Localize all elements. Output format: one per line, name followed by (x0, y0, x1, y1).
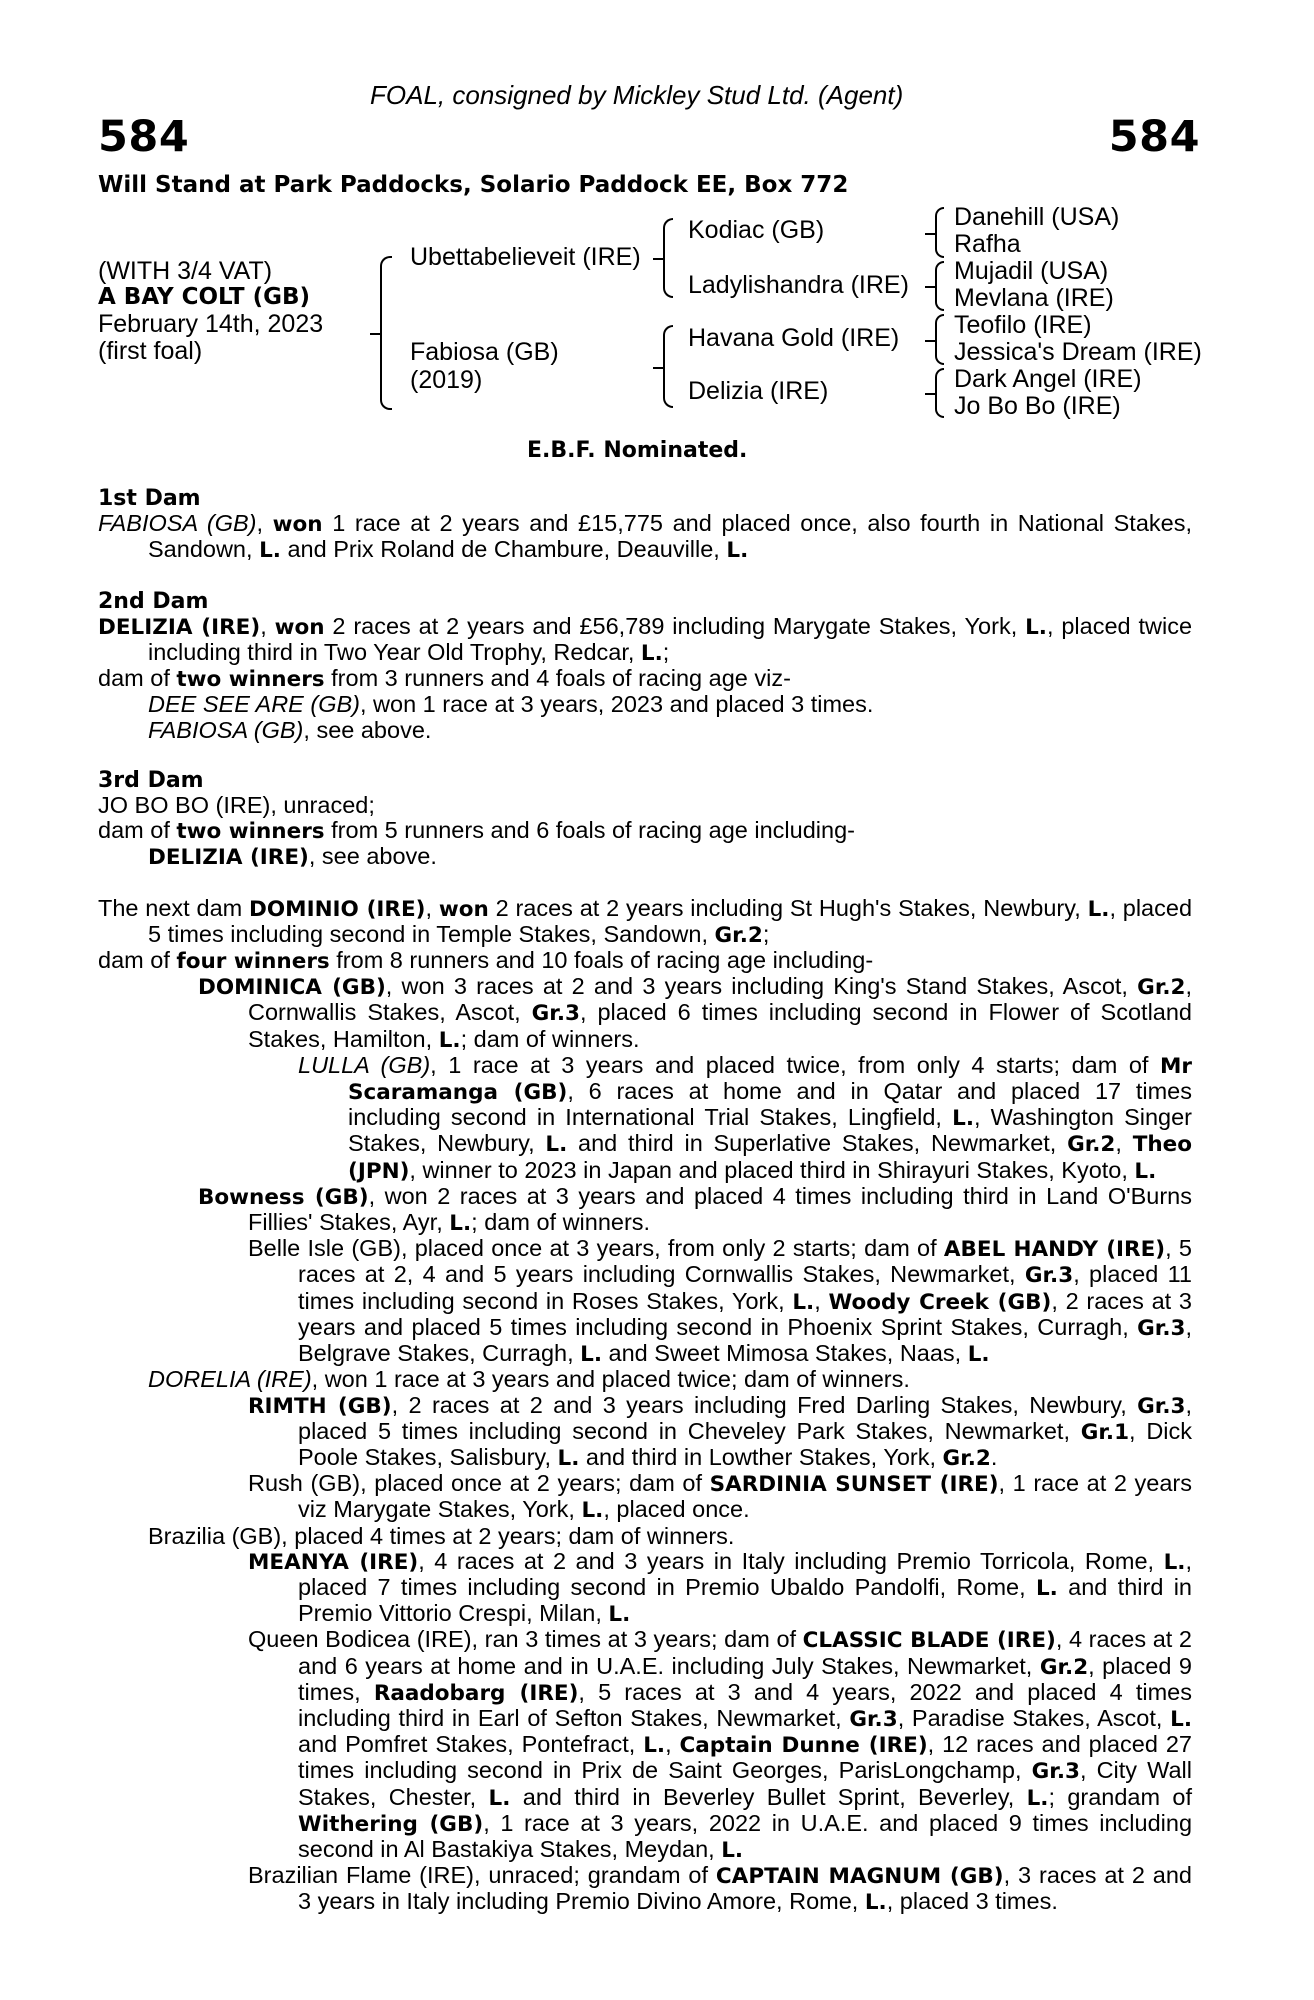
horse-name: MEANYA (IRE) (248, 1549, 419, 1575)
entry-text: , (425, 894, 439, 921)
horse-name: CAPTAIN MAGNUM (GB) (715, 1864, 1004, 1890)
entry-text: ; grandam of (1048, 1783, 1192, 1810)
entry-text: ; (762, 920, 770, 947)
entry-text: , see above. (303, 716, 432, 743)
brace-dam (663, 325, 673, 408)
vat-note: (WITH 3/4 VAT) (98, 257, 273, 285)
horse-name: DEE SEE ARE (GB) (148, 691, 360, 718)
brace-g4 (935, 368, 944, 418)
horse-name: DOMINICA (GB) (198, 975, 386, 1001)
horse-name: Withering (GB) (298, 1811, 484, 1837)
grandsire-2: Mujadil (USA) (954, 257, 1109, 285)
listed-race-marker: L. (726, 538, 749, 564)
next-dam-entry (98, 896, 1192, 948)
entry-text: , (665, 1731, 680, 1758)
group-race-marker: Gr.2 (1137, 975, 1186, 1001)
dam-sire: Havana Gold (IRE) (688, 324, 900, 352)
entry-text: , 5 races at 3 and 4 years, 2022 and placed 4 times including third in Earl of Sefton Stakes, Newmarket, (298, 1678, 1192, 1731)
granddam-2: Mevlana (IRE) (954, 284, 1114, 312)
dam: Fabiosa (GB) (410, 338, 559, 366)
first-foal-note: (first foal) (98, 337, 203, 365)
produce-entry (98, 1393, 1192, 1472)
entry-text: , placed 5 times including second in Temple Stakes, Sandown, (148, 894, 1193, 947)
entry-text: , placed 11 times including second in Roses Stakes, York, (298, 1261, 1192, 1314)
entry-text: , Washington Singer Stakes, Newbury, (348, 1104, 1192, 1157)
entry-text: , 12 races and placed 27 times including second in Prix de Saint Georges, ParisLongchamp, (298, 1731, 1192, 1784)
horse-name: Mr Scaramanga (GB) (348, 1053, 1192, 1106)
won-text: won (274, 614, 325, 640)
horse-name: Theo (JPN) (348, 1132, 1193, 1184)
entry-text: Brazilian Flame (IRE), unraced; grandam of (248, 1862, 716, 1889)
group-race-marker: Gr.3 (1031, 1759, 1080, 1785)
granddam-1: Rafha (954, 230, 1021, 258)
group-race-marker: Gr.1 (1080, 1419, 1130, 1445)
entry-text: 1 race at 2 years and £15,775 and placed once, also fourth in National Stakes, Sandown, (148, 510, 1192, 563)
brace-sire (663, 218, 673, 298)
entry-text: , 6 races at home and in Qatar and placed 17 times including second in International Trial Stakes, Lingfield, (348, 1078, 1193, 1131)
entry-text: Queen Bodicea (IRE), ran 3 times at 3 years; dam of (248, 1626, 803, 1653)
dam-year: (2019) (410, 366, 483, 394)
dam-dam: Delizia (IRE) (688, 377, 829, 405)
horse-name: Captain Dunne (IRE) (679, 1733, 928, 1759)
entry-text: , placed 5 times including second in Cheveley Park Stakes, Newmarket, (298, 1391, 1192, 1444)
entry-text: , 1 race at 2 years viz Marygate Stakes, York, (298, 1470, 1192, 1523)
grandsire-1: Danehill (USA) (954, 203, 1120, 231)
entry-text: . (990, 1443, 998, 1470)
entry-text: and third in Beverley Bullet Sprint, Beverley, (510, 1783, 1027, 1810)
entry-text: and Sweet Mimosa Stakes, Naas, (602, 1340, 968, 1367)
entry-text: , Cornwallis Stakes, Ascot, (248, 973, 1193, 1026)
produce-entry (98, 1367, 1192, 1392)
entry-text: , 1 race at 3 years and placed twice, from only 4 starts; dam of (430, 1051, 1160, 1078)
sire-sire: Kodiac (GB) (688, 216, 825, 244)
entry-text: Rush (GB), placed once at 2 years; dam of (248, 1470, 710, 1497)
horse-name: Raadobarg (IRE) (373, 1680, 579, 1706)
listed-race-marker: L. (864, 1890, 887, 1916)
granddam-3: Jessica's Dream (IRE) (954, 338, 1202, 366)
entry-text: , 4 races at 2 and 6 years at home and in U.A.E. including July Stakes, Newmarket, (298, 1626, 1192, 1679)
first-dam-entry: FABIOSA (GB), won 1 race at 2 years and £15,775 and placed once, also fourth in National Stakes, Sandown, L. and Prix Roland de Chambure, Deauville, L. (98, 510, 1192, 564)
group-race-marker: Gr.3 (531, 1001, 580, 1027)
group-race-marker: Gr.3 (849, 1706, 898, 1732)
horse-name: FABIOSA (GB) (98, 510, 257, 537)
listed-race-marker: L. (488, 1785, 511, 1811)
group-race-marker: Gr.2 (714, 922, 763, 948)
consignor-line: FOAL, consigned by Mickley Stud Ltd. (Agent) (370, 80, 904, 110)
entry-text: , 1 race at 3 years, 2022 in U.A.E. and placed 9 times including second in Al Bastakiya Stakes, Meydan, (298, 1809, 1193, 1862)
entry-text: , Dick Poole Stakes, Salisbury, (298, 1417, 1193, 1470)
entry-text: , placed twice including third in Two Year Old Trophy, Redcar, (148, 612, 1193, 666)
won-text: won (272, 512, 323, 538)
entry-text: , 4 races at 2 and 3 years in Italy including Premio Torricola, Rome, (418, 1547, 1164, 1574)
entry-text: , placed 3 times. (886, 1888, 1058, 1915)
sire: Ubettabelieveit (IRE) (410, 243, 641, 271)
horse-name: ABEL HANDY (IRE) (943, 1237, 1166, 1263)
produce-entry (98, 1471, 1192, 1523)
listed-race-marker: L. (1025, 614, 1047, 640)
listed-race-marker: L. (259, 538, 281, 564)
third-dam-produce (98, 818, 1192, 844)
entry-text: 2 races at 2 years including St Hugh's Stakes, Newbury, (488, 894, 1088, 921)
horse-name: RIMTH (GB) (248, 1393, 392, 1419)
entry-text: , 3 races at 2 and 3 years in Italy including Premio Divino Amore, Rome, (298, 1862, 1193, 1915)
produce-entry (98, 718, 1192, 743)
produce-entry (98, 1863, 1192, 1915)
brace-parents (380, 256, 392, 410)
entry-text: 2 races at 2 years and £56,789 including Marygate Stakes, York, (324, 612, 1026, 639)
entry-text: dam of (98, 817, 177, 844)
entry-text: and Pomfret Stakes, Pontefract, (298, 1731, 644, 1758)
entry-text: and third in Lowther Stakes, York, (579, 1443, 943, 1470)
entry-text: , won 2 races at 3 years and placed 4 times including third in Land O'Burns Fillies' Stakes, Ayr, (248, 1182, 1192, 1236)
entry-text: , won 3 races at 2 and 3 years including King's Stand Stakes, Ascot, (385, 973, 1138, 1000)
horse-name: DORELIA (IRE) (148, 1366, 312, 1393)
entry-text: , 2 races at 2 and 3 years including Fred Darling Stakes, Newbury, (391, 1391, 1138, 1418)
produce-entry (98, 1053, 1192, 1184)
listed-race-marker: L. (1163, 1549, 1186, 1575)
second-dam-produce (98, 666, 1192, 692)
produce-entry (98, 1236, 1192, 1367)
listed-race-marker: L. (640, 641, 663, 667)
group-race-marker: Gr.3 (1137, 1315, 1186, 1341)
grandsire-3: Teofilo (IRE) (954, 311, 1092, 339)
foaling-date: February 14th, 2023 (98, 310, 324, 338)
listed-race-marker: L. (643, 1733, 666, 1759)
third-dam-entry: JO BO BO (IRE), unraced; (98, 792, 375, 819)
listed-race-marker: L. (449, 1211, 472, 1237)
listed-race-marker: L. (1170, 1706, 1192, 1732)
entry-text: dam of (98, 665, 177, 692)
winners-count: two winners (176, 819, 325, 845)
horse-name: Bowness (GB) (198, 1184, 369, 1210)
won-text: won (438, 896, 489, 922)
entry-text: and Prix Roland de Chambure, Deauville, (280, 536, 727, 563)
entry-text: , Paradise Stakes, Ascot, (897, 1704, 1171, 1731)
listed-race-marker: L. (952, 1106, 974, 1132)
lot-number-left: 584 (98, 112, 190, 162)
horse-description: A BAY COLT (GB) (98, 284, 311, 310)
listed-race-marker: L. (545, 1132, 568, 1158)
produce-entry (98, 1184, 1192, 1236)
produce-entry (98, 844, 1192, 870)
listed-race-marker: L. (1134, 1158, 1157, 1184)
listed-race-marker: L. (557, 1445, 580, 1471)
second-dam-entry (98, 614, 1192, 666)
entry-text: Belle Isle (GB), placed once at 3 years, from only 2 starts; dam of (248, 1235, 944, 1262)
horse-name: DELIZIA (IRE) (148, 845, 309, 871)
first-dam-heading: 1st Dam (98, 486, 201, 511)
stabling-location: Will Stand at Park Paddocks, Solario Paddock EE, Box 772 (98, 172, 849, 198)
group-race-marker: Gr.3 (1137, 1393, 1186, 1419)
entry-text: , placed 6 times including second in Flower of Scotland Stakes, Hamilton, (248, 999, 1192, 1052)
produce-entry: Brazilia (GB), placed 4 times at 2 years; dam of winners. (148, 1522, 735, 1549)
horse-name: FABIOSA (GB) (148, 716, 304, 743)
listed-race-marker: L. (581, 1498, 604, 1524)
horse-name: Woody Creek (GB) (828, 1289, 1052, 1315)
listed-race-marker: L. (721, 1837, 744, 1863)
entry-text: The next dam (98, 894, 250, 921)
produce-entry (98, 974, 1192, 1053)
listed-race-marker: L. (608, 1602, 631, 1628)
entry-text: , winner to 2023 in Japan and placed third in Shirayuri Stakes, Kyoto, (409, 1156, 1135, 1183)
brace-g1 (935, 207, 944, 258)
entry-text: , won 1 race at 3 years and placed twice; dam of winners. (311, 1366, 910, 1393)
horse-name: CLASSIC BLADE (IRE) (802, 1628, 1056, 1654)
entry-text: , see above. (308, 843, 437, 870)
entry-text: , placed once. (603, 1496, 750, 1523)
produce-entry (98, 1549, 1192, 1628)
group-race-marker: Gr.2 (942, 1445, 991, 1471)
second-dam-heading: 2nd Dam (98, 588, 209, 614)
produce-entry (98, 692, 1192, 717)
brace-g2 (935, 261, 944, 311)
entry-text: , (814, 1287, 829, 1314)
entry-text: , (1115, 1130, 1133, 1157)
entry-text: , placed 9 times, (298, 1652, 1193, 1705)
group-race-marker: Gr.2 (1067, 1132, 1116, 1158)
entry-text: , 5 races at 2, 4 and 5 years including Cornwallis Stakes, Newmarket, (298, 1235, 1192, 1288)
listed-race-marker: L. (967, 1342, 990, 1368)
winners-count: two winners (176, 667, 325, 693)
entry-text: , 2 races at 3 years and placed 5 times including second in Phoenix Sprint Stakes, Curragh, (298, 1287, 1192, 1340)
entry-text: from 3 runners and 4 foals of racing age viz- (324, 665, 791, 692)
listed-race-marker: L. (1035, 1575, 1058, 1601)
sire-dam: Ladylishandra (IRE) (688, 271, 909, 299)
entry-text: and third in Superlative Stakes, Newmarket, (567, 1130, 1068, 1157)
granddam-4: Jo Bo Bo (IRE) (954, 392, 1121, 420)
listed-race-marker: L. (792, 1289, 815, 1315)
horse-name: DELIZIA (IRE) (98, 614, 261, 640)
entry-text: ; (662, 639, 670, 666)
winners-count: four winners (176, 949, 330, 975)
entry-text: from 8 runners and 10 foals of racing age including- (329, 947, 874, 974)
entry-text: ; dam of winners. (471, 1209, 651, 1236)
horse-name: LULLA (GB) (298, 1051, 431, 1078)
grandsire-4: Dark Angel (IRE) (954, 365, 1142, 393)
group-race-marker: Gr.3 (1024, 1263, 1074, 1289)
lot-number-right: 584 (1108, 112, 1200, 162)
entry-text: and third in Premio Vittorio Crespi, Milan, (298, 1573, 1192, 1627)
horse-name: DOMINIO (IRE) (249, 896, 426, 922)
listed-race-marker: L. (1087, 896, 1110, 922)
entry-text: , won 1 race at 3 years, 2023 and placed 3 times. (359, 691, 874, 718)
listed-race-marker: L. (438, 1027, 461, 1053)
entry-text: dam of (98, 947, 177, 974)
produce-entry (98, 1627, 1192, 1863)
listed-race-marker: L. (580, 1342, 603, 1368)
catalogue-body (98, 486, 1192, 1916)
entry-text: , placed 7 times including second in Premio Ubaldo Pandolfi, Rome, (298, 1547, 1192, 1600)
ebf-nomination: E.B.F. Nominated. (527, 438, 748, 463)
entry-text: , Belgrave Stakes, Curragh, (298, 1313, 1192, 1367)
entry-text: ; dam of winners. (460, 1025, 640, 1052)
group-race-marker: Gr.2 (1039, 1654, 1089, 1680)
entry-text: , (260, 612, 275, 639)
next-dam-produce (98, 948, 1192, 974)
listed-race-marker: L. (1026, 1785, 1049, 1811)
third-dam-heading: 3rd Dam (98, 767, 204, 793)
brace-g3 (935, 314, 944, 365)
entry-text: , City Wall Stakes, Chester, (298, 1757, 1192, 1810)
entry-text: from 5 runners and 6 foals of racing age including- (324, 817, 855, 844)
horse-name: SARDINIA SUNSET (IRE) (709, 1472, 999, 1498)
